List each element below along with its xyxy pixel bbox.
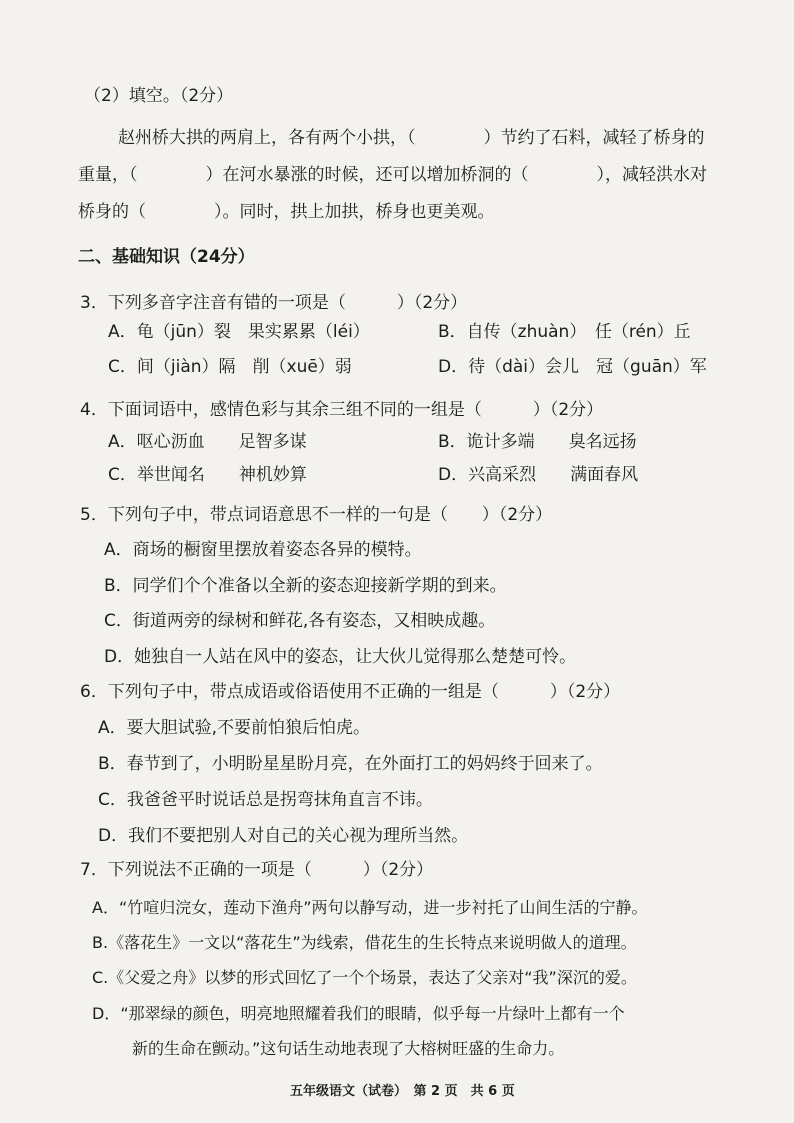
q7-stem: 7．下列说法不正确的一项是（ ）（2分）	[80, 860, 434, 880]
q3-option-d: D．待（dài）会儿 冠（guān）军	[438, 357, 707, 377]
q7-option-c: C.《父爱之舟》以梦的形式回忆了一个个场景，表达了父亲对“我”深沉的爱。	[92, 968, 637, 987]
q4-option-b: B．诡计多端 臭名远扬	[438, 432, 637, 452]
q5-option-c: C．街道两旁的绿树和鲜花,各有姿态，又相映成趣。	[104, 611, 496, 631]
q7-option-b: B.《落花生》一文以“落花生”为线索，借花生的生长特点来说明做人的道理。	[92, 933, 637, 952]
q2-line-1: 赵州桥大拱的两肩上，各有两个小拱，（ ）节约了石料，减轻了桥身的	[118, 128, 705, 148]
q3-option-c: C．间（jiàn）隔 削（xuē）弱	[108, 357, 352, 377]
section-2-title: 二、基础知识（24分）	[78, 247, 255, 267]
q5-option-a: A．商场的橱窗里摆放着姿态各异的模特。	[104, 540, 422, 560]
q4-option-a: A．呕心沥血 足智多谋	[108, 432, 307, 452]
q5-option-d: D．她独自一人站在风中的姿态，让大伙儿觉得那么楚楚可怜。	[104, 647, 577, 667]
q2-line-2: 重量，（ ）在河水暴涨的时候，还可以增加桥洞的（ ），减轻洪水对	[78, 165, 707, 185]
q6-option-b: B．春节到了，小明盼星星盼月亮，在外面打工的妈妈终于回来了。	[98, 754, 603, 774]
q7-option-d-line-2: 新的生命在颤动。”这句话生动地表现了大榕树旺盛的生命力。	[132, 1039, 565, 1058]
q5-stem: 5．下列句子中，带点词语意思不一样的一句是（ ）（2分）	[80, 505, 553, 525]
q6-option-c: C．我爸爸平时说话总是拐弯抹角直言不讳。	[98, 790, 433, 810]
q7-option-a: A．“竹喧归浣女，莲动下渔舟”两句以静写动，进一步衬托了山间生活的宁静。	[92, 898, 648, 917]
q3-stem: 3．下列多音字注音有错的一项是（ ）（2分）	[80, 293, 468, 313]
page-footer: 五年级语文（试卷） 第 2 页 共 6 页	[290, 1084, 515, 1099]
q6-stem: 6．下列句子中，带点成语或俗语使用不正确的一组是（ ）（2分）	[80, 682, 621, 702]
q3-option-b: B．自传（zhuàn） 任（rén）丘	[438, 322, 691, 342]
q4-option-c: C．举世闻名 神机妙算	[108, 465, 307, 485]
q7-option-d-line-1: D．“那翠绿的颜色，明亮地照耀着我们的眼睛，似乎每一片绿叶上都有一个	[92, 1004, 625, 1023]
q6-option-a: A．要大胆试验,不要前怕狼后怕虎。	[98, 718, 371, 738]
q6-option-d: D．我们不要把别人对自己的关心视为理所当然。	[98, 826, 469, 846]
q2-title: （2）填空。（2分）	[84, 86, 234, 106]
q3-option-a: A．龟（jūn）裂 果实累累（léi）	[108, 322, 370, 342]
q2-line-3: 桥身的（ ）。同时，拱上加拱，桥身也更美观。	[78, 202, 495, 222]
q4-option-d: D．兴高采烈 满面春风	[438, 465, 639, 485]
q4-stem: 4．下面词语中，感情色彩与其余三组不同的一组是（ ）（2分）	[80, 400, 604, 420]
q5-option-b: B．同学们个个准备以全新的姿态迎接新学期的到来。	[104, 576, 507, 596]
